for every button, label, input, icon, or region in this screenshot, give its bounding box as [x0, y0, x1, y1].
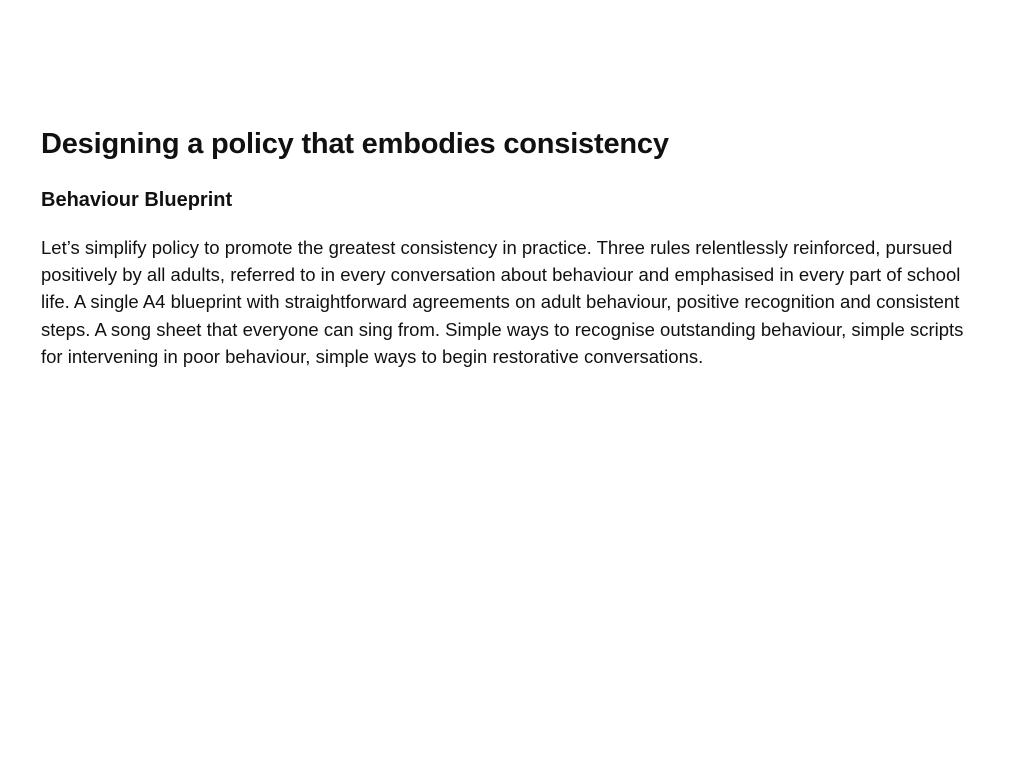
slide-title: Designing a policy that embodies consistency — [41, 128, 669, 160]
slide-content — [41, 124, 981, 370]
slide-subtitle: Behaviour Blueprint — [41, 189, 233, 211]
slide-body-paragraph: Let’s simplify policy to promote the greatest consistency in practice. Three rules relentlessly reinforced, pursued positively by all adults, referred to in every conversation about behaviour and emphasised in every part of school life. A single A4 blueprint with straightforward agreements on adult behaviour, positive recognition and consistent steps. A song sheet that everyone can sing from. Simple ways to recognise outstanding behaviour, simple scripts for intervening in poor behaviour, simple ways to begin restorative conversations. — [41, 237, 964, 367]
